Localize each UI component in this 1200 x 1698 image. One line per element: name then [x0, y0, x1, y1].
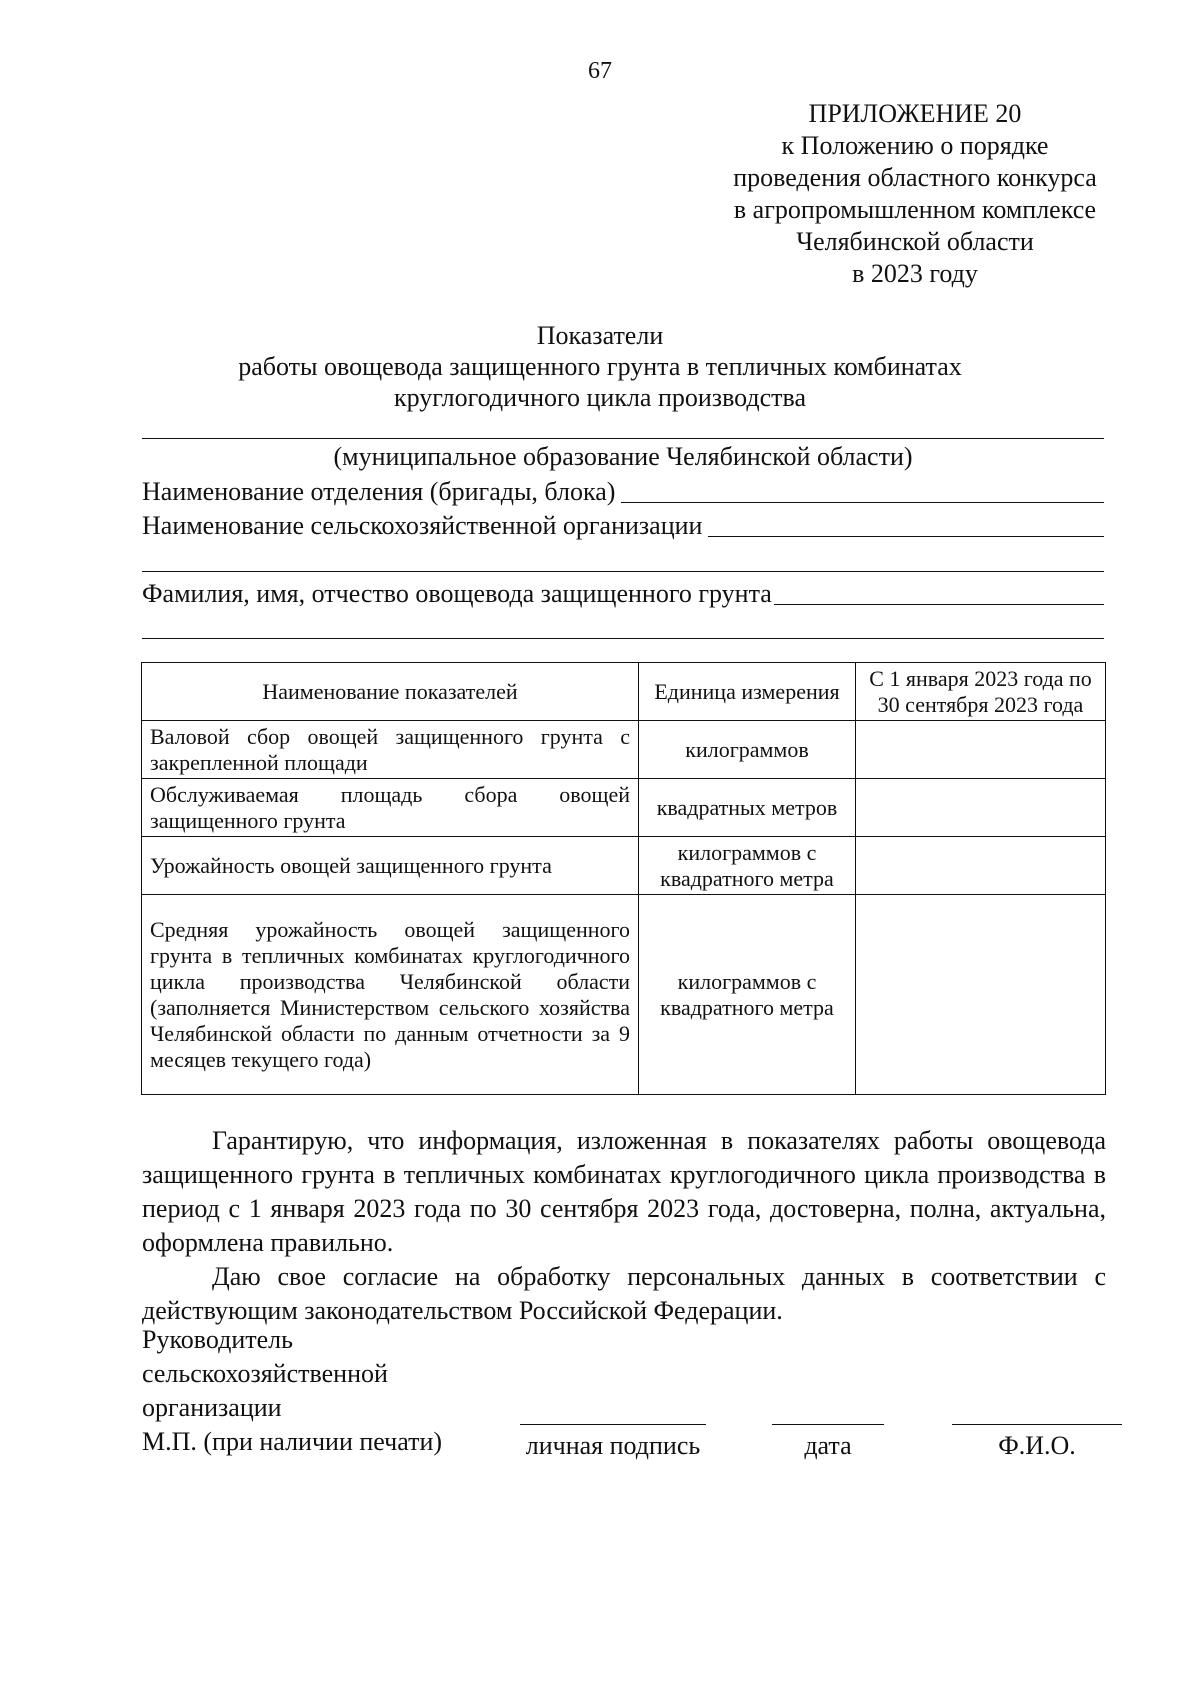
header-period: С 1 января 2023 года по 30 сентября 2023 года	[856, 663, 1106, 721]
consent-text: Даю свое согласие на обработку персональных данных в соответствии с действующим законодательством Российской Федерации.	[142, 1262, 1106, 1325]
table-row	[142, 895, 1106, 1095]
appendix-line: к Положению о порядке	[781, 131, 1049, 160]
document-title	[0, 320, 1200, 413]
row-name-text: Средняя урожайность овощей защищенного грунта в тепличных комбинатах круглогодичного цикла производства Челябинской области	[150, 916, 630, 994]
appendix-header	[690, 98, 1140, 290]
indicators-table	[141, 662, 1106, 1095]
signature-block	[142, 1323, 442, 1459]
fio-field[interactable]	[142, 578, 1104, 609]
organization-blank-line[interactable]	[708, 510, 1104, 537]
row-value-cell[interactable]	[856, 837, 1106, 895]
row-name-note: (заполняется Министерством сельского хозяйства Челябинской области по данным отчетности за 9 месяцев текущего года)	[150, 994, 630, 1072]
row-unit: килограммов с квадратного метра	[639, 895, 856, 1095]
title-line: Показатели	[536, 321, 664, 350]
row-name: Обслуживаемая площадь сбора овощей защищенного грунта	[142, 779, 639, 837]
table-header-row	[142, 663, 1106, 721]
fio-sign-field[interactable]	[952, 1424, 1122, 1461]
row-name	[142, 895, 639, 1095]
signature-blank-line[interactable]	[520, 1424, 706, 1425]
title-line: круглогодичного цикла производства	[393, 383, 807, 412]
organization-field[interactable]	[142, 510, 1104, 541]
header-unit: Единица измерения	[639, 663, 856, 721]
signature-label: личная подпись	[525, 1431, 701, 1460]
row-name: Валовой сбор овощей защищенного грунта с закрепленной площади	[142, 721, 639, 779]
table-row	[142, 837, 1106, 895]
date-blank-line[interactable]	[772, 1424, 884, 1425]
municipality-caption: (муниципальное образование Челябинской области)	[333, 442, 913, 471]
municipality-blank-line[interactable]	[142, 438, 1104, 439]
row-unit: квадратных метров	[639, 779, 856, 837]
appendix-line: в 2023 году	[852, 259, 978, 288]
appendix-line: Челябинской области	[796, 227, 1034, 256]
department-blank-line[interactable]	[621, 476, 1104, 503]
fio-sign-blank-line[interactable]	[952, 1424, 1122, 1425]
consent-paragraph	[142, 1260, 1106, 1328]
seal-label: М.П. (при наличии печати)	[142, 1427, 443, 1456]
organization-blank-line-2[interactable]	[142, 571, 1104, 572]
fio-blank-line-2[interactable]	[142, 638, 1104, 639]
organization-label: Наименование сельскохозяйственной организации	[142, 511, 703, 540]
row-value-cell[interactable]	[856, 779, 1106, 837]
date-label: дата	[804, 1431, 852, 1460]
appendix-line: в агропромышленном комплексе	[733, 195, 1097, 224]
department-label: Наименование отделения (бригады, блока)	[142, 477, 616, 506]
page-number: 67	[588, 58, 612, 84]
signer-role: организации	[142, 1393, 282, 1422]
row-unit: килограммов с квадратного метра	[639, 837, 856, 895]
row-unit: килограммов	[639, 721, 856, 779]
appendix-title: ПРИЛОЖЕНИЕ 20	[808, 99, 1022, 128]
guarantee-text: Гарантирую, что информация, изложенная в показателях работы овощевода защищенного грунта в тепличных комбинатах круглогодичного цикла производства в период с 1 января 2023 года по 30 сентября 2023 года, достоверна, полна, актуальна, оформлена правильно.	[142, 1126, 1106, 1257]
appendix-line: проведения областного конкурса	[733, 163, 1097, 192]
signature-field[interactable]	[520, 1424, 706, 1461]
header-name: Наименование показателей	[142, 663, 639, 721]
table-row	[142, 779, 1106, 837]
date-field[interactable]	[772, 1424, 884, 1461]
fio-label: Фамилия, имя, отчество овощевода защищенного грунта	[142, 579, 772, 608]
department-field[interactable]	[142, 476, 1104, 507]
signer-role: Руководитель	[142, 1325, 293, 1354]
row-name: Урожайность овощей защищенного грунта	[142, 837, 639, 895]
title-line: работы овощевода защищенного грунта в тепличных комбинатах	[238, 352, 962, 381]
row-value-cell[interactable]	[856, 895, 1106, 1095]
table-row	[142, 721, 1106, 779]
row-value-cell[interactable]	[856, 721, 1106, 779]
signer-role: сельскохозяйственной	[142, 1359, 388, 1388]
guarantee-paragraph	[142, 1124, 1106, 1260]
fio-blank-line[interactable]	[774, 578, 1104, 605]
fio-sign-label: Ф.И.О.	[998, 1431, 1076, 1460]
